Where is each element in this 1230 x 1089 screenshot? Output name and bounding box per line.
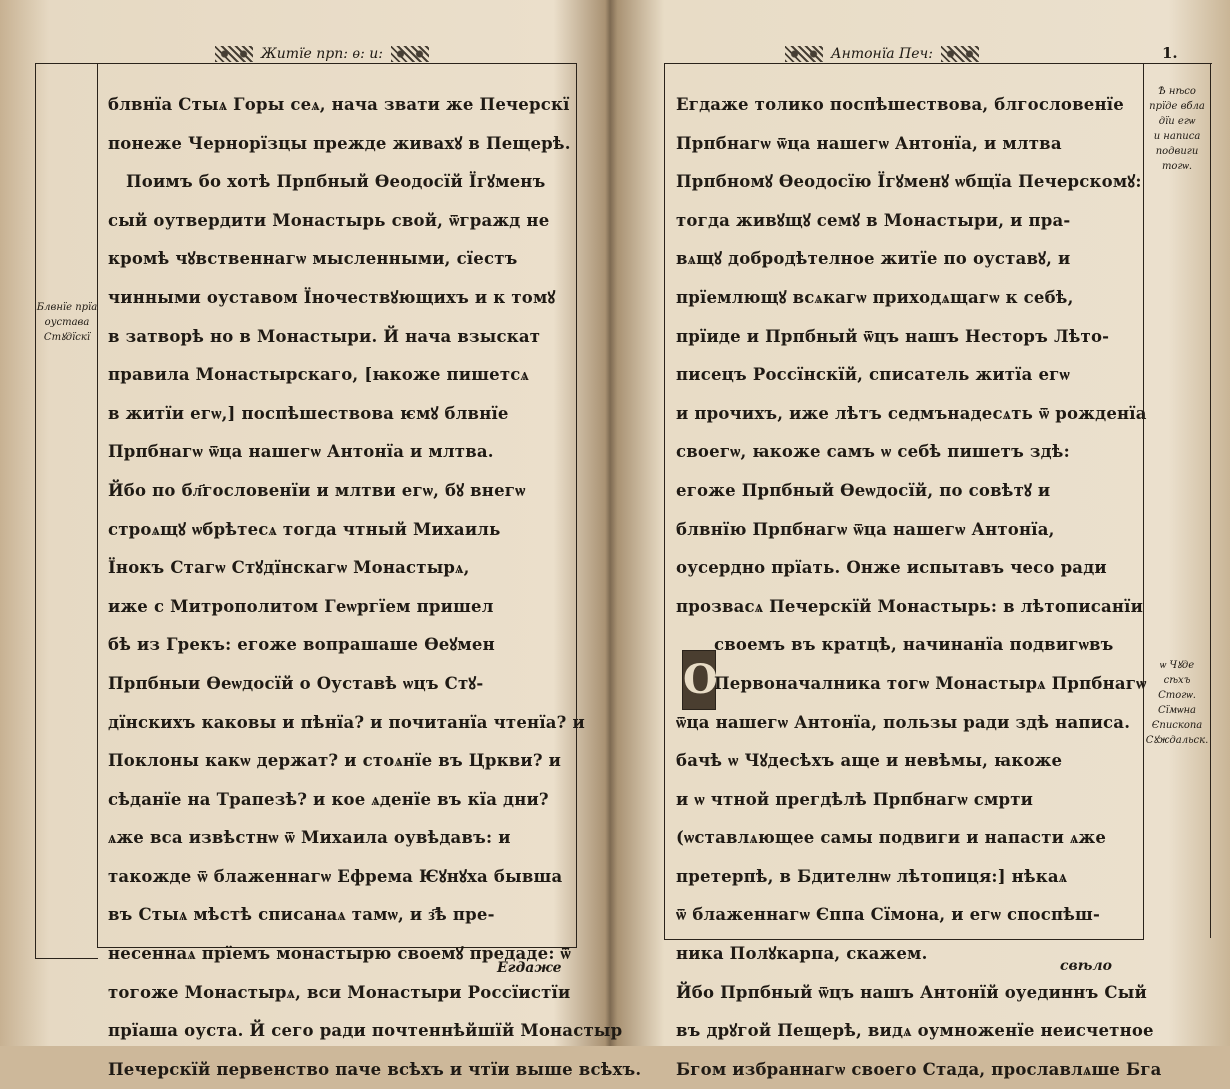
text-line: Поклоны какѡ держат? и стоѧнїе въ Цркви? и [108, 751, 562, 771]
margin-note-line: ѡ Чꙋде [1159, 660, 1195, 671]
margin-rule-top [1142, 63, 1212, 64]
text-line: Егдаже толико поспѣшествова, блгословенїе [676, 95, 1124, 114]
text-line: прозвасѧ Печерскїй Монастырь: в лѣтописанїи [676, 596, 1144, 616]
text-line: и прочихъ, иже лѣтъ седмънадесѧть ѿ рожденїа [676, 403, 1147, 423]
text-line: въ дрꙋгой Пещерѣ, видѧ оумноженїе неисчетное [676, 1021, 1154, 1041]
margin-note-line: Сїмѡна [1157, 705, 1197, 716]
catchword: Егдаже [497, 960, 562, 976]
text-line: Печерскїй первенство паче всѣхъ и чтїи выше всѣхъ. [108, 1059, 642, 1079]
text-line: сый оутвердити Монастырь свой, ѿгражд не [108, 210, 550, 230]
text-line: своегѡ, ꙗкоже самъ ѡ себѣ пишетъ здѣ: [676, 442, 1070, 462]
header-title: Антонїа Печ: [831, 46, 933, 62]
text-line: Їнокъ Стагѡ Стꙋдїнскагѡ Монастырѧ, [108, 558, 470, 578]
catchword: свѣло [1060, 958, 1113, 974]
text-line: Первоначалника тогѡ Монастырѧ Прпбнагѡ [714, 673, 1147, 693]
text-line: правила Монастырскаго, [ꙗкоже пишетсѧ [108, 365, 529, 385]
text-line: ѿца нашегѡ Антонїа, пользы ради здѣ написа. [676, 712, 1131, 732]
margin-note-line: Стогѡ. [1158, 690, 1196, 701]
margin-note-line: и написа [1153, 131, 1201, 142]
margin-note-line: оустава [44, 317, 90, 328]
text-line: Бгом избраннагѡ своего Стада, прославлѧше Бга [676, 1059, 1162, 1079]
body-text [676, 86, 1162, 1089]
ornament-icon [785, 46, 823, 62]
text-line: ѧже вса извѣстнѡ ѿ Михаила оувѣдавъ: и [108, 828, 511, 848]
running-header [215, 44, 429, 64]
text-line: блвнїю Прпбнагѡ ѿца нашегѡ Антонїа, [676, 519, 1055, 539]
text-line: строѧщꙋ ѡбрѣтесѧ тогда чтный Михаиль [108, 519, 501, 539]
text-line: ника Полꙋкарпа, скажем. [676, 944, 928, 964]
ornament-icon [391, 46, 429, 62]
text-line: Йбо по бл҃гословенїи и млтви егѡ, бꙋ внегѡ [108, 480, 526, 500]
drop-cap: О [682, 650, 716, 710]
text-line: егоже Прпбный Ѳеѡдосїй, по совѣтꙋ и [676, 480, 1051, 500]
margin-rule [35, 63, 36, 959]
text-line: сѣданїе на Трапезѣ? и кое ѧденїе въ кїа дни? [108, 789, 549, 809]
text-line: в затворѣ но в Монастыри. Й нача взыскат [108, 326, 541, 346]
margin-note [1145, 84, 1209, 174]
running-header [785, 44, 979, 64]
margin-note [36, 300, 98, 345]
margin-note-line: Ѣ нѣсо [1158, 86, 1196, 97]
margin-note-line: подвиги [1155, 146, 1199, 157]
page-number: 1. [1162, 44, 1178, 62]
text-line: оусердно прїать. Онже испытавъ чесо ради [676, 558, 1107, 578]
text-line: в житїи егѡ,] поспѣшествова ѥмꙋ блвнїе [108, 403, 509, 423]
text-line: прїиде и Прпбный ѿцъ нашъ Несторъ Лѣто- [676, 326, 1110, 346]
margin-note-line: прїде вбла [1149, 101, 1205, 112]
text-line: бѣ из Грекъ: егоже вопрашаше Ѳеꙋмен [108, 635, 495, 655]
text-line: Йбо Прпбный ѿцъ нашъ Антонїй оуединнъ Сый [676, 982, 1147, 1002]
text-line: претерпѣ, в Бдителнѡ лѣтопиця:] нѣкаѧ [676, 866, 1068, 886]
text-line: иже с Митрополитом Геѡргїем пришел [108, 596, 494, 616]
text-line: Прпбнагѡ ѿца нашегѡ Антонїа, и млтва [676, 133, 1062, 153]
text-line: (ѡставлѧющее самы подвиги и напасти ѧже [676, 828, 1107, 848]
right-page [620, 0, 1230, 1079]
margin-rule-bottom [35, 958, 98, 959]
header-title: Житїе прп: ѳ: и: [261, 46, 384, 62]
text-line: такожде ѿ блаженнагѡ Ефрема Ѥꙋнꙋха бывша [108, 866, 563, 886]
text-line: прїемлющꙋ всѧкагѡ приходѧщагѡ к себѣ, [676, 287, 1074, 307]
ornament-icon [941, 46, 979, 62]
margin-note-line: Сꙋждальск. [1145, 735, 1209, 746]
margin-note [1145, 658, 1209, 748]
text-line: дїнскихъ каковы и пѣнїа? и почитанїа чтенїа? и [108, 712, 585, 732]
margin-note-line: Стꙋдїскї [43, 332, 91, 343]
text-line: Прпбномꙋ Ѳеодосїю Їгꙋменꙋ ѡбщїа Печерскомꙋ: [676, 172, 1142, 192]
text-line: въ Стыѧ мѣстѣ списанаѧ тамѡ, и з҃ѣ пре- [108, 905, 495, 925]
body-text [108, 86, 642, 1089]
margin-note-line: Єпископа [1151, 720, 1203, 731]
text-line: вѧщꙋ добродѣтелное житїе по оуставꙋ, и [676, 249, 1071, 269]
text-line: Прпбнагѡ ѿца нашегѡ Антонїа и млтва. [108, 442, 494, 462]
text-line: понеже Чернорїзцы прежде живахꙋ в Пещерѣ. [108, 133, 571, 153]
margin-note-line: дїи егѡ [1158, 116, 1196, 127]
text-line: Поимъ бо хотѣ Прпбный Ѳеодосїй Їгꙋменъ [126, 172, 546, 192]
margin-rule [1210, 63, 1211, 938]
text-line: тогоже Монастырѧ, вси Монастыри Россїистїи [108, 982, 571, 1002]
text-line: Прпбныи Ѳеѡдосїй о Оуставѣ ѡцъ Стꙋ- [108, 673, 484, 693]
text-line: чинными оуставом Їночествꙋющихъ и к томꙋ [108, 287, 556, 307]
text-line: блвнїа Стыѧ Горы сеѧ, нача звати же Печерскї [108, 95, 570, 114]
text-line: тогда живꙋщꙋ семꙋ в Монастыри, и пра- [676, 210, 1071, 230]
margin-note-line: сѣхъ [1163, 675, 1191, 686]
text-line: и ѡ чтной прегдѣлѣ Прпбнагѡ смрти [676, 789, 1034, 809]
margin-rule-top [35, 63, 98, 64]
text-line: кромѣ чꙋвственнагѡ мысленными, сїестъ [108, 249, 518, 269]
margin-note-line: тогѡ. [1161, 161, 1193, 172]
ornament-icon [215, 46, 253, 62]
text-line: ѿ блаженнагѡ Єппа Сїмона, и егѡ споспѣш- [676, 905, 1101, 925]
text-line: прїаша оуста. Й сего ради почтеннѣйшїй Монастыр [108, 1021, 623, 1041]
text-line: несеннаѧ прїемъ монастырю своемꙋ предаде: ѿ [108, 944, 571, 964]
text-line: бачѣ ѡ Чꙋдесѣхъ аще и невѣмы, ꙗкоже [676, 751, 1063, 771]
margin-note-line: Блвнїе прїа [36, 302, 98, 313]
text-line: своемъ въ кратцѣ, начинанїа подвигѡвъ [714, 635, 1114, 655]
text-line: писецъ Россїнскїй, списатель житїа егѡ [676, 365, 1070, 385]
